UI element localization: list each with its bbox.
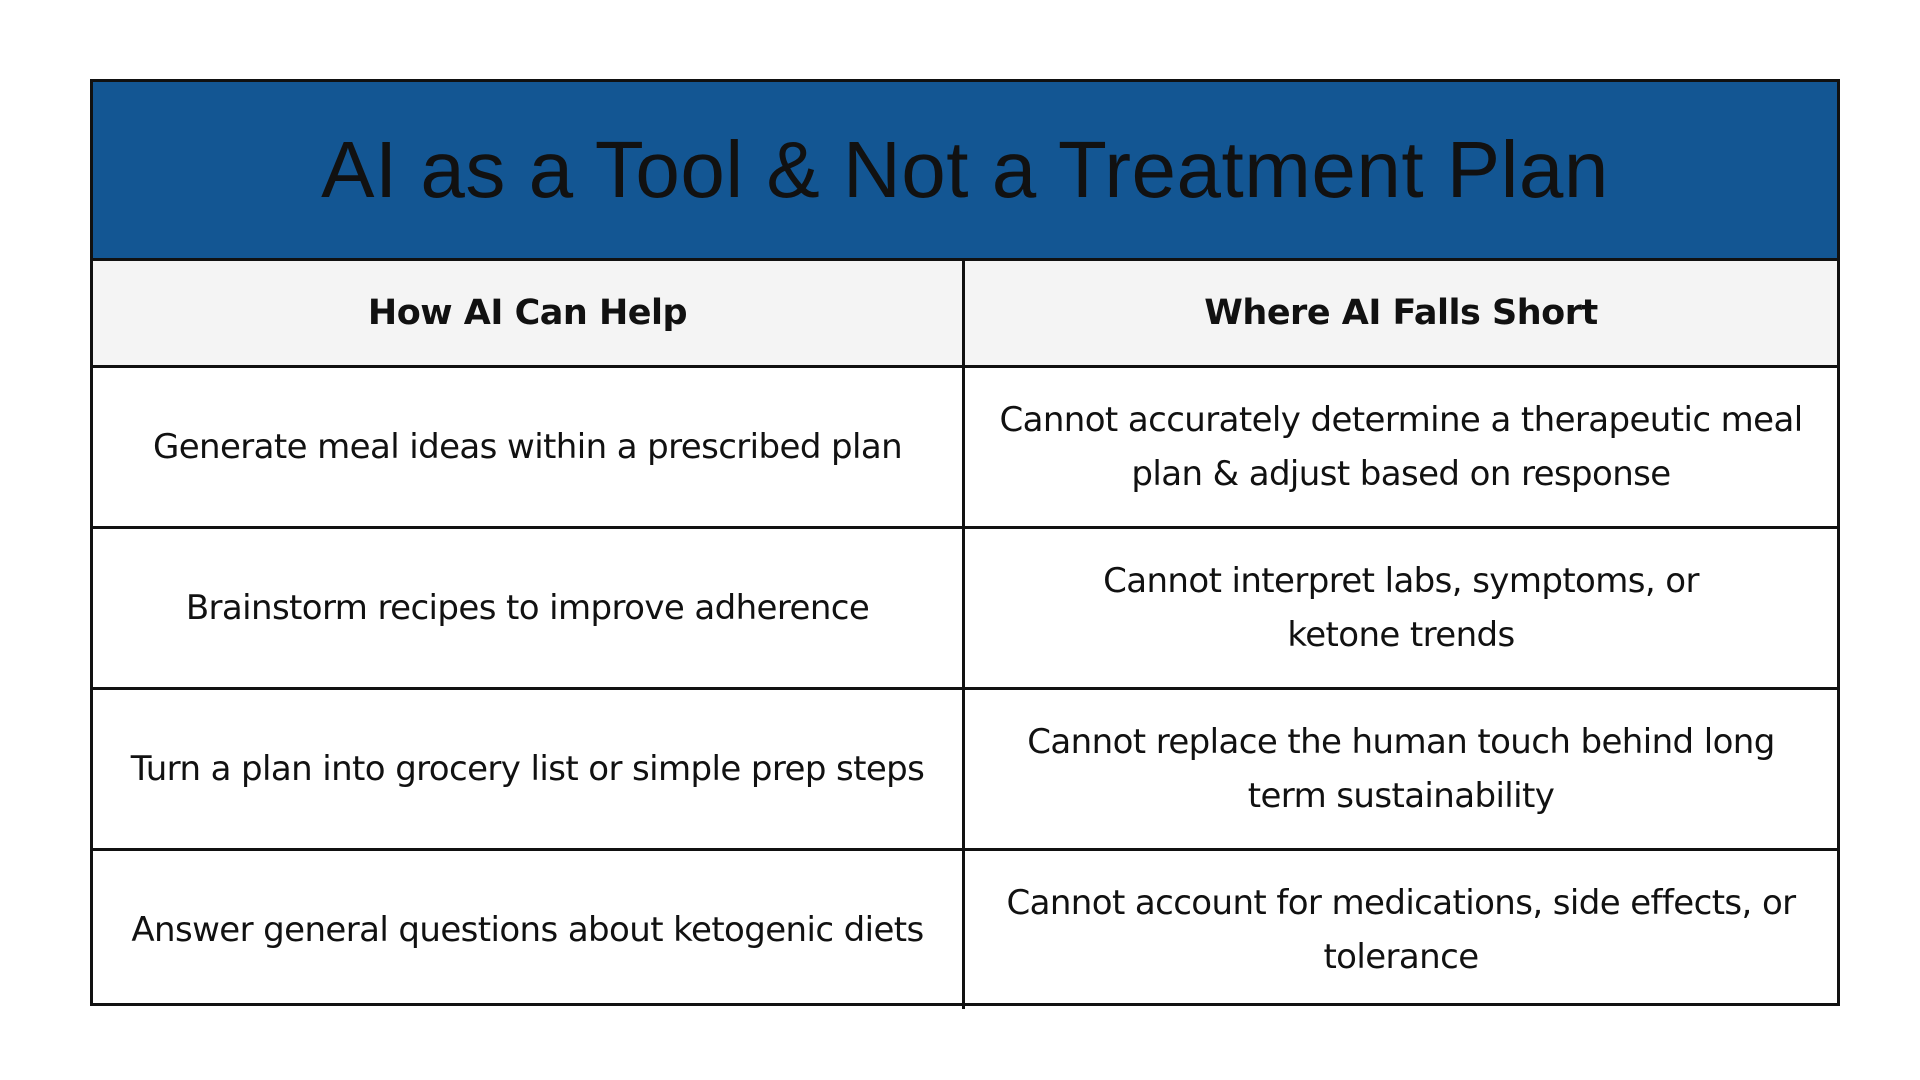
help-cell [93, 368, 965, 526]
help-cell [93, 851, 965, 1009]
shortfall-cell [965, 368, 1837, 526]
page-title: AI as a Tool & Not a Treatment Plan [321, 125, 1609, 214]
cell-text: Turn a plan into grocery list or simple prep steps [130, 749, 925, 789]
cell-text: Cannot account for medications, side effects, or tolerance [1006, 883, 1796, 977]
column-header: Where AI Falls Short [1204, 293, 1598, 333]
comparison-table [90, 79, 1840, 1006]
header-cell-how-ai-can-help [93, 261, 965, 365]
cell-text: Answer general questions about ketogenic diets [131, 910, 924, 950]
table-row [93, 690, 1837, 851]
column-header: How AI Can Help [367, 293, 688, 333]
cell-text: Cannot replace the human touch behind long term sustainability [1027, 722, 1775, 816]
table-header-row [93, 261, 1837, 368]
shortfall-cell [965, 529, 1837, 687]
cell-text: Brainstorm recipes to improve adherence [185, 588, 870, 628]
help-cell [93, 529, 965, 687]
table-row [93, 851, 1837, 1009]
cell-text: Cannot interpret labs, symptoms, or ketone trends [1103, 561, 1699, 655]
table-row [93, 529, 1837, 690]
shortfall-cell [965, 851, 1837, 1009]
cell-text: Cannot accurately determine a therapeutic meal plan & adjust based on response [999, 400, 1803, 494]
header-cell-where-ai-falls-short [965, 261, 1837, 365]
title-bar [93, 82, 1837, 261]
cell-text: Generate meal ideas within a prescribed plan [152, 427, 903, 467]
help-cell [93, 690, 965, 848]
shortfall-cell [965, 690, 1837, 848]
table-row [93, 368, 1837, 529]
